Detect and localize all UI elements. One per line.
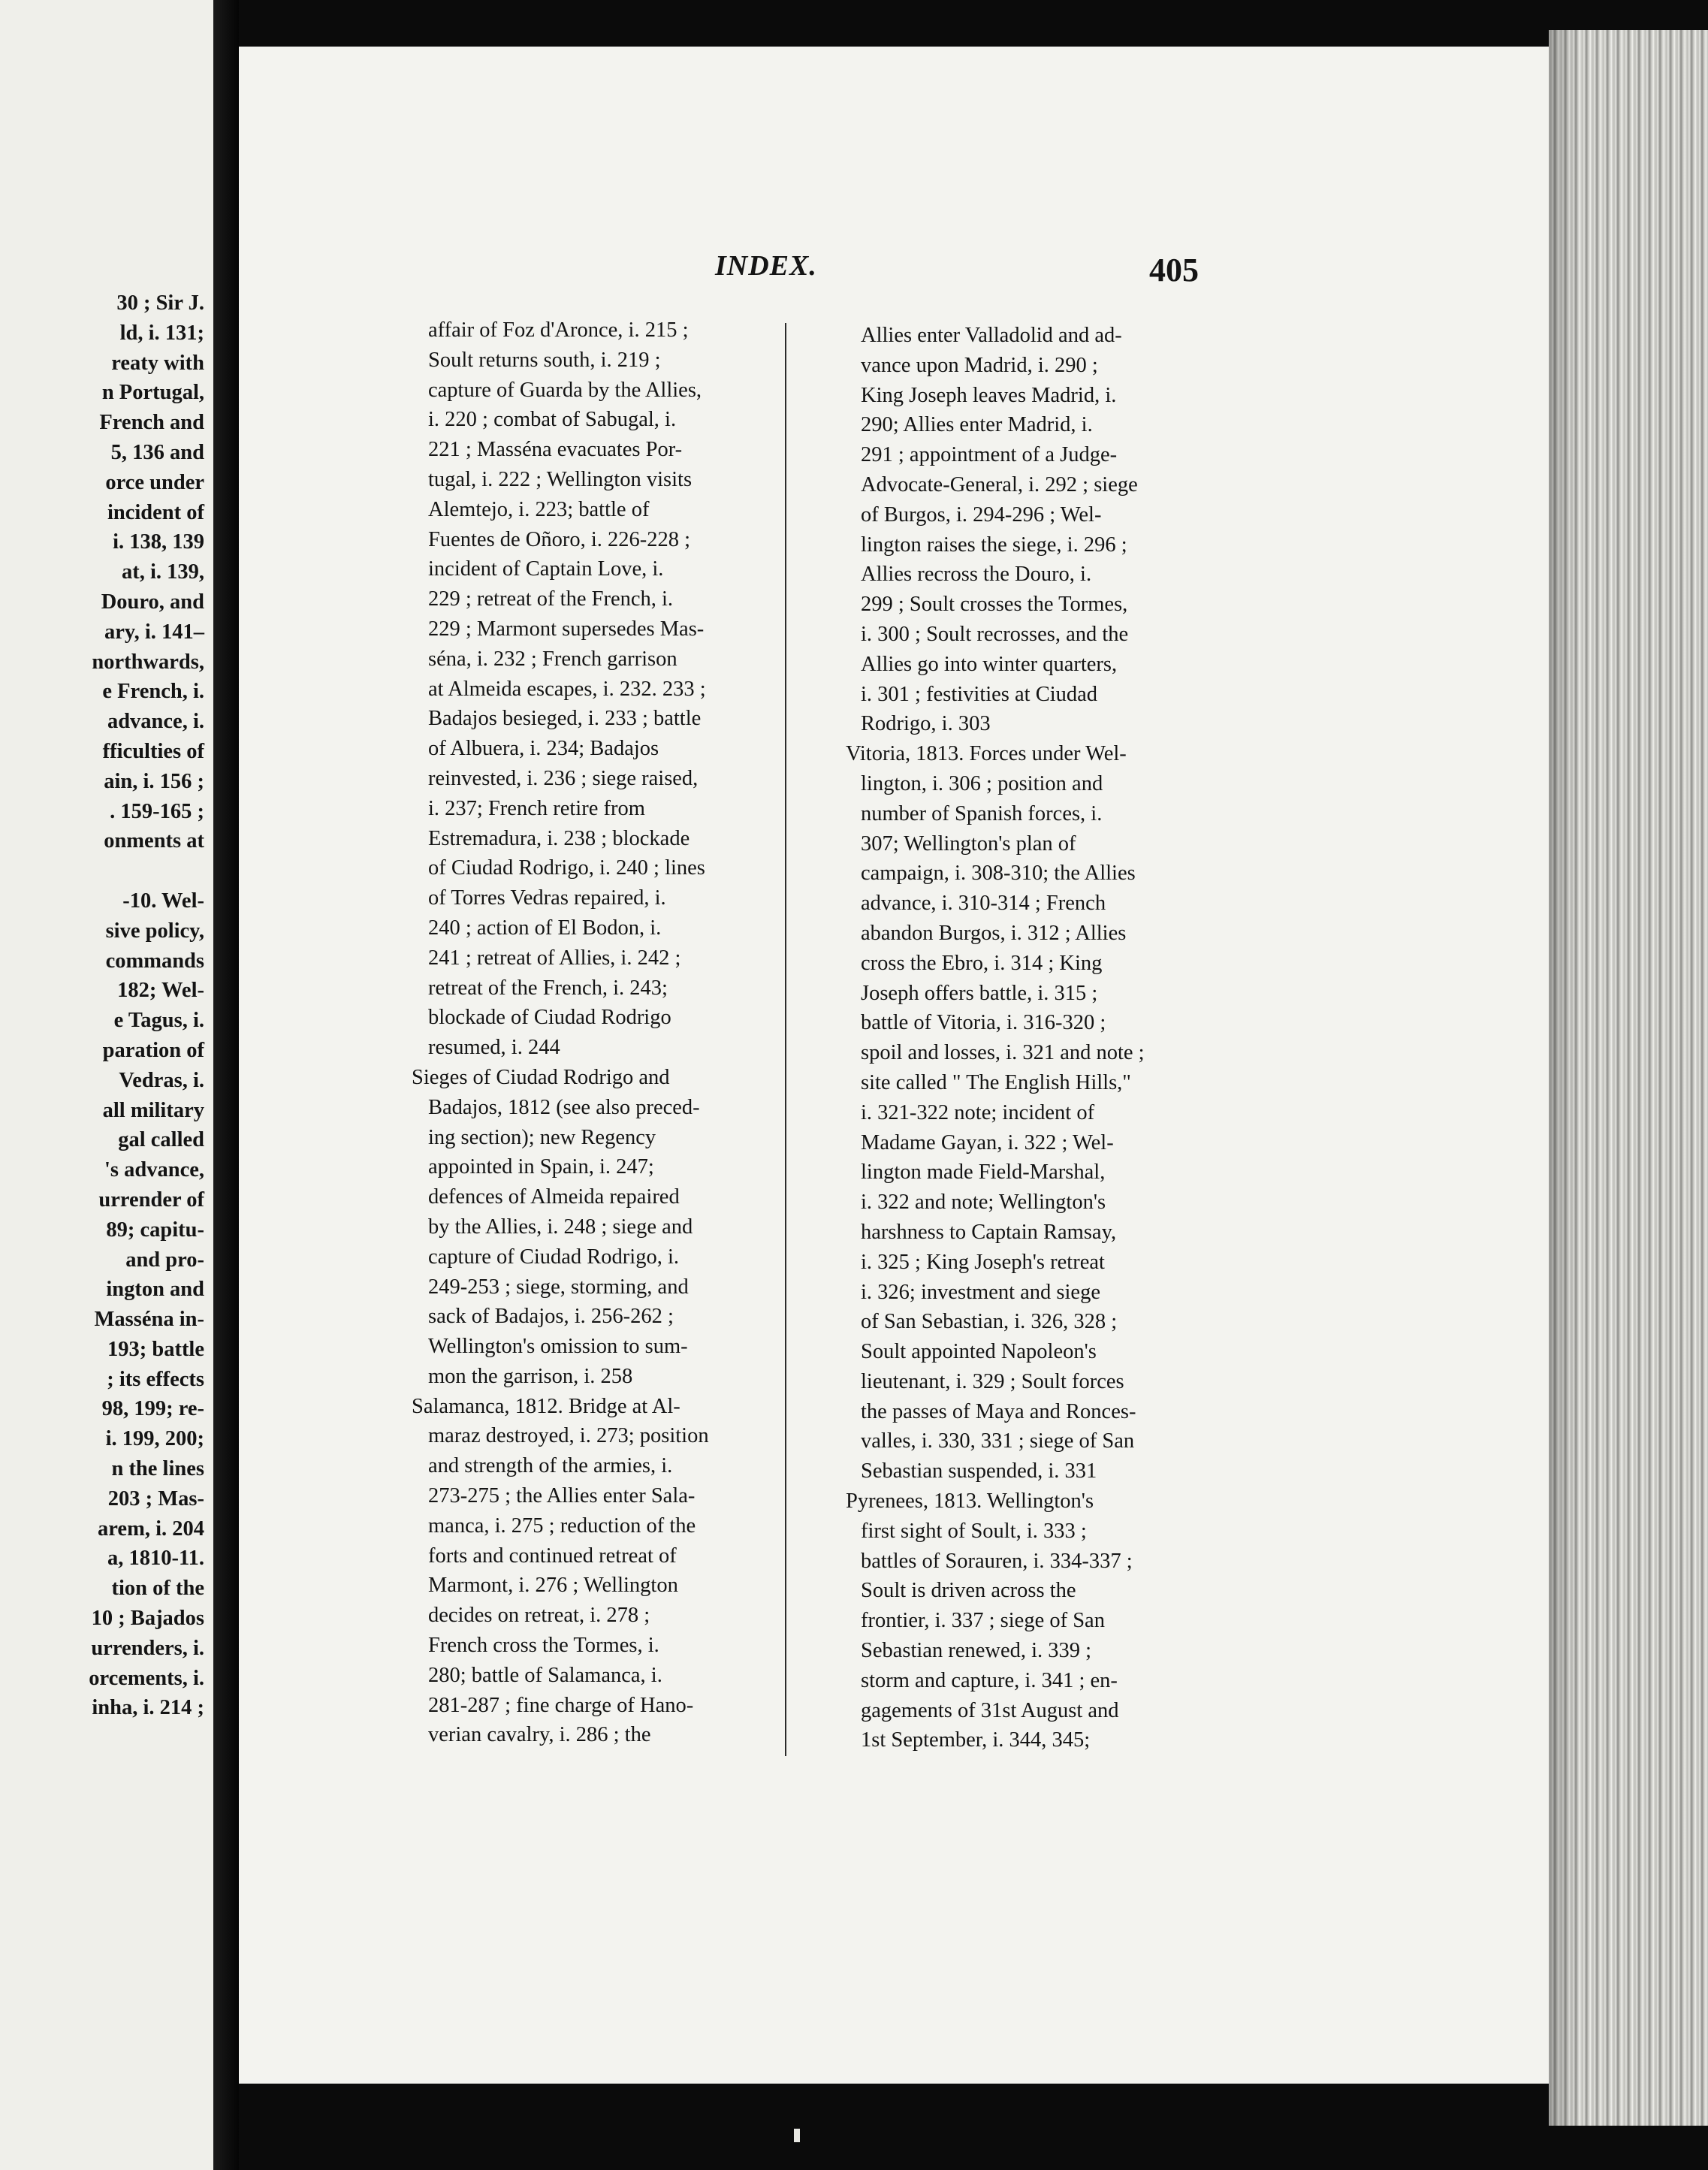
index-line: Soult appointed Napoleon's xyxy=(861,1340,1097,1364)
index-line: French cross the Tormes, i. xyxy=(428,1634,659,1658)
index-line: urrenders, i. xyxy=(91,1636,204,1660)
index-line: and pro- xyxy=(125,1248,204,1272)
index-line: mon the garrison, i. 258 xyxy=(428,1364,633,1388)
index-line: and strength of the armies, i. xyxy=(428,1454,673,1478)
index-line: 10 ; Bajados xyxy=(91,1607,204,1631)
index-line: sive policy, xyxy=(105,919,204,943)
index-line: of Torres Vedras repaired, i. xyxy=(428,886,666,910)
index-column-left xyxy=(383,315,709,1750)
index-line: defences of Almeida repaired xyxy=(428,1185,680,1209)
index-line: ; its effects xyxy=(107,1367,204,1391)
index-line: i. 220 ; combat of Sabugal, i. xyxy=(428,408,677,432)
index-line: 249-253 ; siege, storming, and xyxy=(428,1275,689,1299)
index-line: King Joseph leaves Madrid, i. xyxy=(861,383,1117,407)
index-line: ain, i. 156 ; xyxy=(104,769,204,793)
index-line: decides on retreat, i. 278 ; xyxy=(428,1604,650,1628)
index-line: Allies go into winter quarters, xyxy=(861,652,1118,676)
index-line: advance, i. 310-314 ; French xyxy=(861,892,1106,916)
index-line: 229 ; Marmont supersedes Mas- xyxy=(428,617,705,641)
index-line: Advocate-General, i. 292 ; siege xyxy=(861,472,1138,496)
index-line: a, 1810-11. xyxy=(107,1547,204,1571)
index-line: Salamanca, 1812. Bridge at Al- xyxy=(412,1394,680,1418)
index-line: ing section); new Regency xyxy=(428,1125,656,1149)
index-line: Masséna in- xyxy=(94,1308,204,1332)
index-line: i. 326; investment and siege xyxy=(861,1280,1100,1304)
index-line: orce under xyxy=(105,470,204,494)
index-line: 89; capitu- xyxy=(106,1218,204,1242)
index-line: gagements of 31st August and xyxy=(861,1698,1119,1722)
index-line: e French, i. xyxy=(102,680,204,704)
index-line: 's advance, xyxy=(104,1158,204,1182)
index-line: Badajos besieged, i. 233 ; battle xyxy=(428,707,702,731)
index-line: at, i. 139, xyxy=(121,560,204,584)
index-line: i. 322 and note; Wellington's xyxy=(861,1191,1106,1215)
index-line: ld, i. 131; xyxy=(119,321,204,345)
page-number: 405 xyxy=(1149,252,1199,288)
index-line: 281-287 ; fine charge of Hano- xyxy=(428,1693,694,1717)
index-line: 98, 199; re- xyxy=(101,1397,204,1421)
index-line: 193; battle xyxy=(107,1337,204,1361)
index-line: Allies enter Valladolid and ad- xyxy=(861,324,1122,347)
index-line: Wellington's omission to sum- xyxy=(428,1335,688,1359)
index-line: of San Sebastian, i. 326, 328 ; xyxy=(861,1310,1118,1334)
index-line: tugal, i. 222 ; Wellington visits xyxy=(428,467,693,491)
index-line: n Portugal, xyxy=(101,381,204,405)
index-line: Alemtejo, i. 223; battle of xyxy=(428,497,650,521)
index-line: tion of the xyxy=(111,1577,204,1601)
index-line: 5, 136 and xyxy=(110,440,204,464)
index-line: Vedras, i. xyxy=(119,1068,204,1092)
index-line: . 159-165 ; xyxy=(110,799,204,823)
index-line: 182; Wel- xyxy=(117,979,204,1003)
index-line: ington and xyxy=(106,1278,204,1302)
index-line: Estremadura, i. 238 ; blockade xyxy=(428,826,690,850)
index-line: 273-275 ; the Allies enter Sala- xyxy=(428,1484,696,1508)
index-line: 203 ; Mas- xyxy=(107,1486,204,1511)
index-line: manca, i. 275 ; reduction of the xyxy=(428,1514,696,1538)
index-line: Sebastian suspended, i. 331 xyxy=(861,1459,1097,1483)
index-line: paration of xyxy=(102,1038,204,1062)
index-line: 1st September, i. 344, 345; xyxy=(861,1728,1091,1752)
index-line: Rodrigo, i. 303 xyxy=(861,712,991,736)
index-line: Douro, and xyxy=(101,590,204,614)
facing-page-fragment xyxy=(0,0,213,2170)
index-line: lington raises the siege, i. 296 ; xyxy=(861,533,1127,557)
index-line: 221 ; Masséna evacuates Por- xyxy=(428,438,683,462)
index-line: 280; battle of Salamanca, i. xyxy=(428,1663,662,1687)
index-line: cross the Ebro, i. 314 ; King xyxy=(861,951,1103,975)
index-line: 229 ; retreat of the French, i. xyxy=(428,587,674,611)
index-line: orcements, i. xyxy=(89,1666,204,1690)
index-line: Soult is driven across the xyxy=(861,1579,1076,1603)
column-divider xyxy=(785,323,786,1756)
index-line: of Ciudad Rodrigo, i. 240 ; lines xyxy=(428,856,705,880)
index-line: 240 ; action of El Bodon, i. xyxy=(428,916,662,940)
index-line: battle of Vitoria, i. 316-320 ; xyxy=(861,1011,1106,1035)
index-line: incident of xyxy=(107,500,204,524)
index-line: Sebastian renewed, i. 339 ; xyxy=(861,1639,1092,1663)
index-line: blockade of Ciudad Rodrigo xyxy=(428,1006,671,1030)
index-line: affair of Foz d'Aronce, i. 215 ; xyxy=(428,318,689,342)
index-line: vance upon Madrid, i. 290 ; xyxy=(861,353,1098,377)
index-line: spoil and losses, i. 321 and note ; xyxy=(861,1041,1145,1065)
index-line: advance, i. xyxy=(107,710,204,734)
index-line: fficulties of xyxy=(102,739,204,763)
index-line: maraz destroyed, i. 273; position xyxy=(428,1424,709,1448)
index-line: i. 321-322 note; incident of xyxy=(861,1100,1095,1124)
index-line: battles of Sorauren, i. 334-337 ; xyxy=(861,1549,1133,1573)
index-line: northwards, xyxy=(92,650,204,674)
index-line: i. 237; French retire from xyxy=(428,796,645,820)
index-line: i. 301 ; festivities at Ciudad xyxy=(861,682,1098,706)
index-line: inha, i. 214 ; xyxy=(92,1696,204,1720)
index-line: arem, i. 204 xyxy=(98,1517,204,1541)
book-gutter xyxy=(213,0,239,2170)
index-line: verian cavalry, i. 286 ; the xyxy=(428,1723,651,1747)
index-line: Vitoria, 1813. Forces under Wel- xyxy=(846,742,1127,766)
index-line: Fuentes de Oñoro, i. 226-228 ; xyxy=(428,527,691,551)
index-line: by the Allies, i. 248 ; siege and xyxy=(428,1215,693,1239)
index-line: lington, i. 306 ; position and xyxy=(861,771,1103,795)
index-line: ary, i. 141– xyxy=(104,620,204,644)
index-line: sack of Badajos, i. 256-262 ; xyxy=(428,1305,674,1329)
index-line: urrender of xyxy=(98,1188,204,1212)
index-line: reaty with xyxy=(111,351,204,375)
page-edges xyxy=(1549,30,1708,2126)
index-line: French and xyxy=(99,411,204,435)
index-line: Joseph offers battle, i. 315 ; xyxy=(861,981,1098,1005)
index-line: of Albuera, i. 234; Badajos xyxy=(428,737,659,761)
index-line: onments at xyxy=(104,829,204,853)
index-line: -10. Wel- xyxy=(122,889,204,913)
index-line: capture of Ciudad Rodrigo, i. xyxy=(428,1245,680,1269)
index-line: i. 325 ; King Joseph's retreat xyxy=(861,1250,1105,1274)
index-line: commands xyxy=(105,949,204,973)
index-line: appointed in Spain, i. 247; xyxy=(428,1155,654,1179)
index-line: séna, i. 232 ; French garrison xyxy=(428,647,677,671)
index-line: campaign, i. 308-310; the Allies xyxy=(861,862,1136,886)
index-line: retreat of the French, i. 243; xyxy=(428,976,668,1000)
index-line: at Almeida escapes, i. 232. 233 ; xyxy=(428,677,706,701)
index-line: Sieges of Ciudad Rodrigo and xyxy=(412,1065,670,1089)
index-line: capture of Guarda by the Allies, xyxy=(428,378,702,402)
index-line: Soult returns south, i. 219 ; xyxy=(428,348,661,372)
index-line: incident of Captain Love, i. xyxy=(428,557,664,581)
binding-mark xyxy=(794,2129,800,2142)
facing-page-text xyxy=(89,288,204,1723)
running-title: INDEX. xyxy=(715,250,817,282)
index-line: 291 ; appointment of a Judge- xyxy=(861,443,1118,467)
index-line: harshness to Captain Ramsay, xyxy=(861,1220,1117,1244)
index-line: lington made Field-Marshal, xyxy=(861,1160,1106,1185)
index-line: 30 ; Sir J. xyxy=(116,291,204,315)
index-line: resumed, i. 244 xyxy=(428,1036,560,1060)
index-line: lieutenant, i. 329 ; Soult forces xyxy=(861,1369,1124,1393)
index-line: Badajos, 1812 (see also preced- xyxy=(428,1095,700,1119)
index-line xyxy=(89,856,204,886)
index-line: n the lines xyxy=(111,1457,204,1481)
index-line: frontier, i. 337 ; siege of San xyxy=(861,1609,1105,1633)
index-line: 241 ; retreat of Allies, i. 242 ; xyxy=(428,946,681,970)
index-line: Allies recross the Douro, i. xyxy=(861,563,1092,587)
index-line: site called " The English Hills," xyxy=(861,1070,1131,1094)
index-line: e Tagus, i. xyxy=(113,1009,204,1033)
index-line: abandon Burgos, i. 312 ; Allies xyxy=(861,921,1127,945)
index-line: of Burgos, i. 294-296 ; Wel- xyxy=(861,503,1102,527)
index-line: 299 ; Soult crosses the Tormes, xyxy=(861,593,1128,617)
index-column-right xyxy=(816,321,1145,1755)
index-line: Pyrenees, 1813. Wellington's xyxy=(846,1489,1094,1514)
index-line: number of Spanish forces, i. xyxy=(861,801,1103,825)
index-line: all military xyxy=(102,1098,204,1122)
index-line: storm and capture, i. 341 ; en- xyxy=(861,1668,1118,1692)
index-line: 307; Wellington's plan of xyxy=(861,831,1076,856)
index-line: reinvested, i. 236 ; siege raised, xyxy=(428,766,699,790)
index-line: valles, i. 330, 331 ; siege of San xyxy=(861,1429,1135,1453)
index-line: the passes of Maya and Ronces- xyxy=(861,1399,1136,1423)
index-line: Marmont, i. 276 ; Wellington xyxy=(428,1574,678,1598)
index-line: forts and continued retreat of xyxy=(428,1544,677,1568)
index-line: i. 300 ; Soult recrosses, and the xyxy=(861,622,1129,646)
index-line: first sight of Soult, i. 333 ; xyxy=(861,1519,1087,1543)
index-line: Madame Gayan, i. 322 ; Wel- xyxy=(861,1130,1114,1154)
index-line: gal called xyxy=(118,1128,204,1152)
index-line: 290; Allies enter Madrid, i. xyxy=(861,413,1093,437)
index-line: i. 138, 139 xyxy=(113,530,204,554)
index-line: i. 199, 200; xyxy=(105,1427,204,1451)
